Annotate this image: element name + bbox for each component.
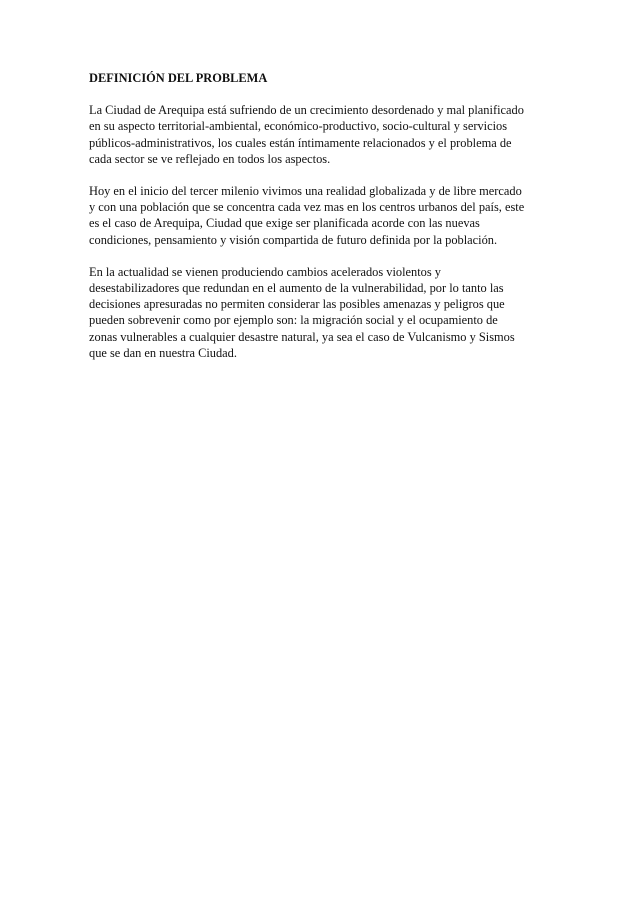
paragraph-1 xyxy=(89,102,559,167)
section-heading: DEFINICIÓN DEL PROBLEMA xyxy=(89,71,268,85)
paragraph-line: decisiones apresuradas no permiten considerar las posibles amenazas y peligros que xyxy=(89,297,505,312)
paragraph-line: condiciones, pensamiento y visión compartida de futuro definida por la población. xyxy=(89,232,498,247)
paragraph-line: pueden sobrevenir como por ejemplo son: la migración social y el ocupamiento de xyxy=(89,313,498,328)
paragraph-line: y con una población que se concentra cada vez mas en los centros urbanos del país, este xyxy=(89,200,525,215)
paragraph-line: públicos-administrativos, los cuales están íntimamente relacionados y el problema de xyxy=(89,135,512,150)
paragraph-line: La Ciudad de Arequipa está sufriendo de un crecimiento desordenado y mal planificado xyxy=(89,103,524,118)
paragraph-line: que se dan en nuestra Ciudad. xyxy=(89,345,237,360)
paragraph-3 xyxy=(89,264,559,361)
document-body xyxy=(89,70,559,377)
paragraph-line: zonas vulnerables a cualquier desastre natural, ya sea el caso de Vulcanismo y Sismos xyxy=(89,329,515,344)
paragraph-line: en su aspecto territorial-ambiental, económico-productivo, socio-cultural y servicios xyxy=(89,119,508,134)
paragraph-line: cada sector se ve reflejado en todos los aspectos. xyxy=(89,151,331,166)
paragraph-line: desestabilizadores que redundan en el aumento de la vulnerabilidad, por lo tanto las xyxy=(89,281,504,296)
paragraph-line: Hoy en el inicio del tercer milenio vivimos una realidad globalizada y de libre mercado xyxy=(89,184,522,199)
paragraph-line: En la actualidad se vienen produciendo cambios acelerados violentos y xyxy=(89,264,441,279)
paragraph-2 xyxy=(89,183,559,248)
paragraph-line: es el caso de Arequipa, Ciudad que exige ser planificada acorde con las nuevas xyxy=(89,216,480,231)
